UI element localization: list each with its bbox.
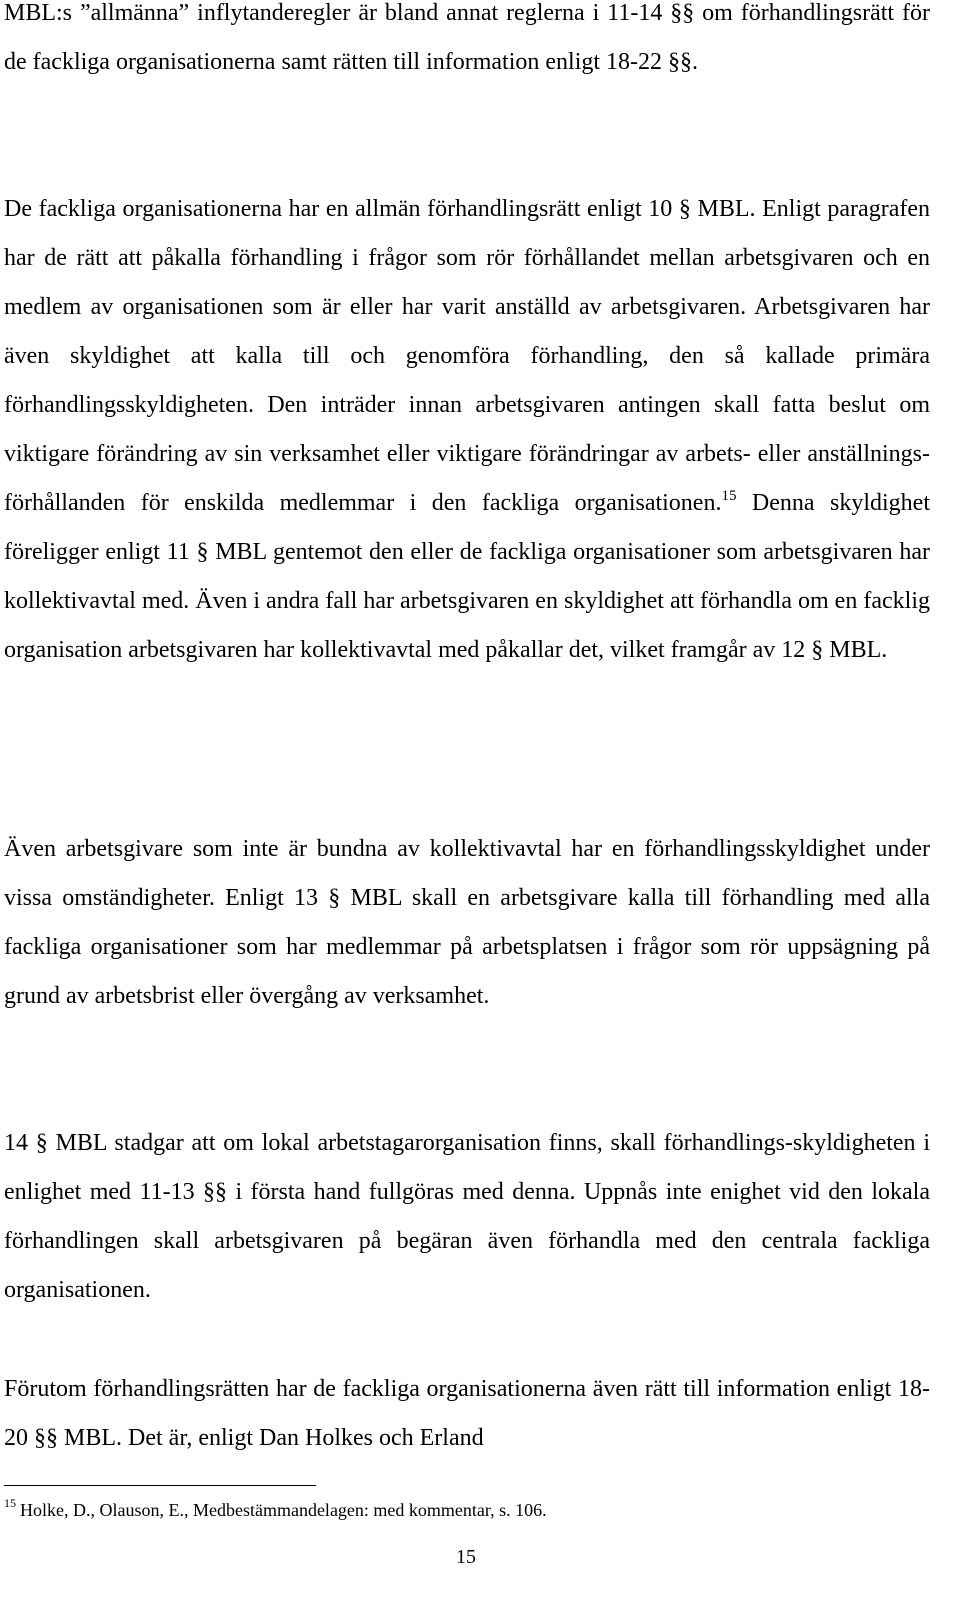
paragraph-lokal-organisation: 14 § MBL stadgar att om lokal arbetstagarorganisation finns, skall förhandlings-skyldigheten i enlighet med 11-13 §§ i första hand fullgöras med denna. Uppnås inte enighet vid den lokala förhandlingen skall arbetsgivaren på begäran även förhandla med den centrala fackliga organisationen.: [4, 1130, 930, 1303]
page-number: 15: [456, 1546, 476, 1568]
paragraph-forhandlingsratt: [4, 185, 930, 675]
footnote-divider: [4, 1485, 316, 1486]
footnote-reference: 15: [721, 488, 737, 504]
footnote: [4, 1496, 930, 1524]
paragraph-text: De fackliga organisationerna har en allmän förhandlingsrätt enligt 10 § MBL. Enligt paragrafen har de rätt att påkalla förhandling i frågor som rör förhållandet mellan arbetsgivaren och en medlem av organisationen som är eller har varit anställd av arbetsgivaren. Arbetsgivaren har även skyldighet att kalla till och genomföra förhandling, den så kallade primära förhandlingsskyldigheten. Den inträder innan arbetsgivaren antingen skall fatta beslut om viktigare förändring av sin verksamhet eller viktigare förändringar av arbets- eller anställnings-förhållanden för enskilda medlemmar i den fackliga organisationen.: [4, 196, 930, 516]
paragraph-inflytanderegler: MBL:s ”allmänna” inflytanderegler är bland annat reglerna i 11-14 §§ om förhandlingsrätt för de fackliga organisationerna samt rätten till information enligt 18-22 §§.: [4, 0, 930, 75]
paragraph-informationsratt: Förutom förhandlingsrätten har de fackliga organisationerna även rätt till information enligt 18-20 §§ MBL. Det är, enligt Dan Holkes och Erland: [4, 1376, 930, 1451]
paragraph-ej-bundna-arbetsgivare: Även arbetsgivare som inte är bundna av kollektivavtal har en förhandlingsskyldighet under vissa omständigheter. Enligt 13 § MBL skall en arbetsgivare kalla till förhandling med alla fackliga organisationer som har medlemmar på arbetsplatsen i frågor som rör uppsägning på grund av arbetsbrist eller övergång av verksamhet.: [4, 836, 930, 1009]
paragraph-text-continued: Denna skyldighet föreligger enligt 11 § MBL gentemot den eller de fackliga organisationer som arbetsgivaren har kollektivavtal med. Även i andra fall har arbetsgivaren en skyldighet att förhandla om en facklig organisation arbetsgivaren har kollektivavtal med påkallar det, vilket framgår av 12 § MBL.: [4, 490, 930, 663]
footnote-number: 15: [4, 1496, 16, 1510]
footnote-text: Holke, D., Olauson, E., Medbestämmandelagen: med kommentar, s. 106.: [20, 1500, 547, 1520]
